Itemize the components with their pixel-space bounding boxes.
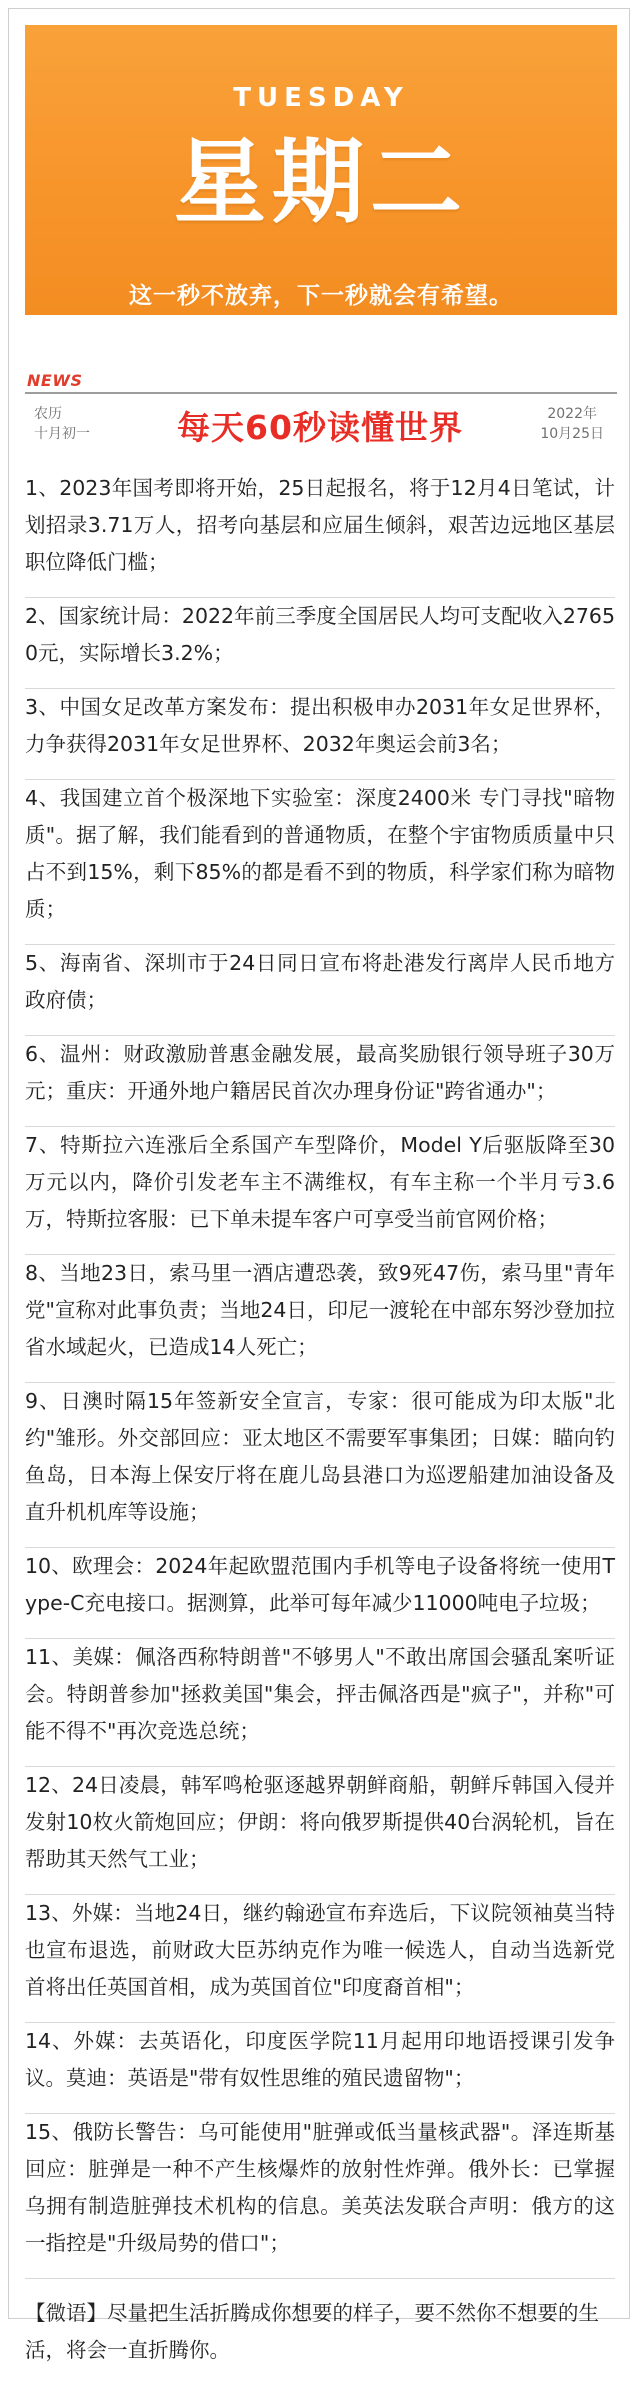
news-item: 12、24日凌晨，韩军鸣枪驱逐越界朝鲜商船，朝鲜斥韩国入侵并发射10枚火箭炮回应；伊朗：将向俄罗斯提供40台涡轮机，旨在帮助其天然气工业；	[25, 1773, 615, 1871]
daily-motto: 这一秒不放弃，下一秒就会有希望。	[129, 283, 513, 309]
weekday-english: TUESDAY	[233, 83, 409, 113]
news-item: 5、海南省、深圳市于24日同日宣布将赴港发行离岸人民币地方政府债；	[25, 951, 615, 1012]
news-item: 2、国家统计局：2022年前三季度全国居民人均可支配收入27650元，实际增长3.2%；	[25, 604, 615, 665]
date-day: 10月25日	[540, 426, 604, 442]
news-item: 9、日澳时隔15年签新安全宣言，专家：很可能成为印太版"北约"雏形。外交部回应：亚太地区不需要军事集团；日媒：瞄向钓鱼岛，日本海上保安厅将在鹿儿岛县港口为巡逻船建加油设备及直升机机库等设施；	[25, 1389, 615, 1524]
news-item: 3、中国女足改革方案发布：提出积极申办2031年女足世界杯，力争获得2031年女足世界杯、2032年奥运会前3名；	[25, 695, 615, 756]
news-list	[25, 470, 615, 2390]
closing-quote: 【微语】尽量把生活折腾成你想要的样子，要不然你不想要的生活，将会一直折腾你。	[25, 2301, 599, 2362]
lunar-label: 农历	[34, 406, 62, 422]
news-item: 14、外媒：去英语化，印度医学院11月起用印地语授课引发争议。莫迪：英语是"带有奴性思维的殖民遗留物"；	[25, 2029, 615, 2090]
weekday-chinese: 星期二	[173, 128, 468, 236]
news-item: 1、2023年国考即将开始，25日起报名，将于12月4日笔试，计划招录3.71万人，招考向基层和应届生倾斜，艰苦边远地区基层职位降低门槛；	[25, 476, 615, 574]
news-item: 4、我国建立首个极深地下实验室：深度2400米 专门寻找"暗物质"。据了解，我们能看到的普通物质，在整个宇宙物质质量中只占不到15%，剩下85%的都是看不到的物质，科学家们称为暗物质；	[25, 786, 615, 921]
date-year: 2022年	[547, 406, 597, 422]
news-tag: NEWS	[27, 371, 83, 390]
news-item: 8、当地23日，索马里一酒店遭恐袭，致9死47伤，索马里"青年党"宣称对此事负责；当地24日，印尼一渡轮在中部东努沙登加拉省水域起火，已造成14人死亡；	[25, 1261, 615, 1359]
news-item: 13、外媒：当地24日，继约翰逊宣布弃选后，下议院领袖莫当特也宣布退选，前财政大臣苏纳克作为唯一候选人，自动当选新党首将出任英国首相，成为英国首位"印度裔首相"；	[25, 1901, 615, 1999]
news-item: 7、特斯拉六连涨后全系国产车型降价，Model Y后驱版降至30万元以内，降价引发老车主不满维权，有车主称一个半月亏3.6万，特斯拉客服：已下单未提车客户可享受当前官网价格；	[25, 1133, 615, 1231]
news-item: 6、温州：财政激励普惠金融发展，最高奖励银行领导班子30万元；重庆：开通外地户籍居民首次办理身份证"跨省通办"；	[25, 1042, 615, 1103]
lunar-day: 十月初一	[34, 426, 90, 442]
page-title: 每天60秒读懂世界	[177, 408, 463, 447]
news-item: 11、美媒：佩洛西称特朗普"不够男人"不敢出席国会骚乱案听证会。特朗普参加"拯救美国"集会，抨击佩洛西是"疯子"，并称"可能不得不"再次竞选总统；	[25, 1645, 615, 1743]
news-item: 15、俄防长警告：乌可能使用"脏弹或低当量核武器"。泽连斯基回应：脏弹是一种不产生核爆炸的放射性炸弹。俄外长：已掌握乌拥有制造脏弹技术机构的信息。美英法发联合声明：俄方的这一指控是"升级局势的借口"；	[25, 2120, 615, 2255]
item-divider	[25, 2278, 615, 2279]
day-banner	[25, 25, 617, 315]
news-item: 10、欧理会：2024年起欧盟范围内手机等电子设备将统一使用Type-C充电接口。据测算，此举可每年减少11000吨电子垃圾；	[25, 1554, 615, 1615]
gregorian-date	[540, 404, 604, 444]
header-divider	[25, 392, 617, 394]
